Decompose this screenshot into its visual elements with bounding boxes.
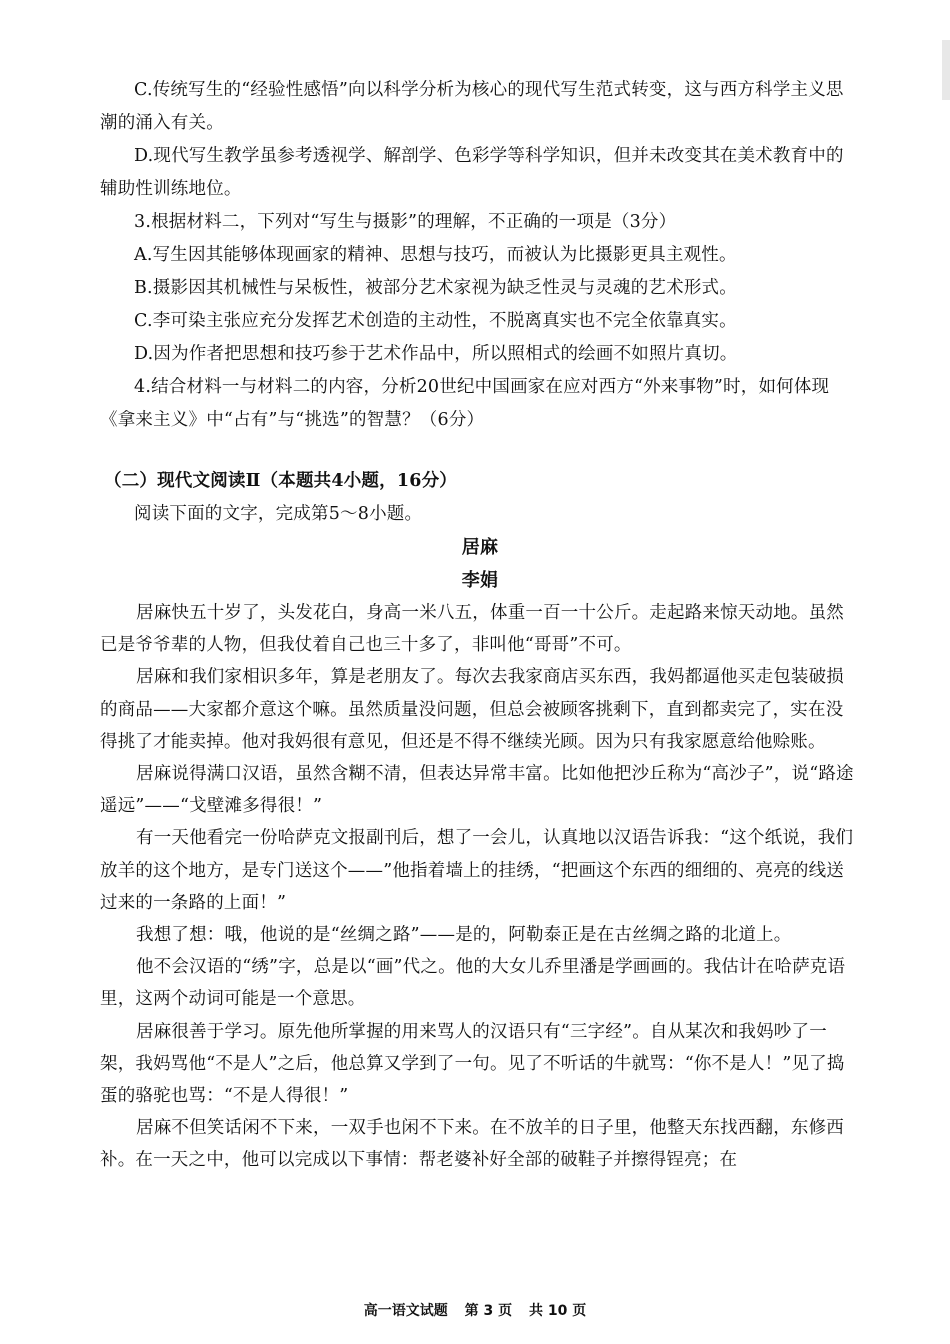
- question-3-option-b: B.摄影因其机械性与呆板性，被部分艺术家视为缺乏性灵与灵魂的艺术形式。: [134, 278, 737, 298]
- section-heading: （二）现代文阅读Ⅱ（本题共4小题，16分）: [104, 471, 457, 491]
- question-3-option-c: C.李可染主张应充分发挥艺术创造的主动性，不脱离真实也不完全依靠真实。: [134, 311, 737, 331]
- story-paragraph: 他不会汉语的“绣”字，总是以“画”代之。他的大女儿乔里潘是学画画的。我估计在哈萨克语里，这两个动词可能是一个意思。: [100, 957, 846, 1010]
- story-paragraph: 居麻和我们家相识多年，算是老朋友了。每次去我家商店买东西，我妈都逼他买走包装破损的商品——大家都介意这个嘛。虽然质量没问题，但总会被顾客挑剩下，直到都卖完了，实在没得挑了才能卖掉。他对我妈很有意见，但还是不得不继续光顾。因为只有我家愿意给他赊账。: [100, 667, 844, 752]
- option-c-prev: C.传统写生的“经验性感悟”向以科学分析为核心的现代写生范式转变，这与西方科学主义思潮的涌入有关。: [100, 80, 844, 133]
- page-footer: [0, 1300, 950, 1320]
- document-page: [100, 74, 860, 1177]
- footer-total-pages: 共 10 页: [529, 1303, 587, 1319]
- story-body: [100, 597, 860, 1177]
- story-paragraph: 有一天他看完一份哈萨克文报副刊后，想了一会儿，认真地以汉语告诉我：“这个纸说，我们放羊的这个地方，是专门送这个——”他指着墙上的挂绣，“把画这个东西的细细的、亮亮的线送过来的一条路的上面！”: [100, 828, 854, 913]
- question-3-option-a: A.写生因其能够体现画家的精神、思想与技巧，而被认为比摄影更具主观性。: [134, 245, 737, 265]
- story-paragraph: 居麻快五十岁了，头发花白，身高一米八五，体重一百一十公斤。走起路来惊天动地。虽然已是爷爷辈的人物，但我仗着自己也三十多了，非叫他“哥哥”不可。: [100, 603, 844, 656]
- story-paragraph: 我想了想：哦，他说的是“丝绸之路”——是的，阿勒泰正是在古丝绸之路的北道上。: [136, 925, 792, 946]
- story-author: 李娟: [461, 570, 499, 591]
- story-paragraph: 居麻不但笑话闲不下来，一双手也闲不下来。在不放羊的日子里，他整天东找西翻，东修西补。在一天之中，他可以完成以下事情：帮老婆补好全部的破鞋子并擦得锃亮；在: [100, 1118, 844, 1171]
- option-d-prev: D.现代写生教学虽参考透视学、解剖学、色彩学等科学知识，但并未改变其在美术教育中的辅助性训练地位。: [100, 146, 844, 199]
- footer-page-number: 第 3 页: [464, 1303, 513, 1319]
- question-3-option-d: D.因为作者把思想和技巧参于艺术作品中，所以照相式的绘画不如照片真切。: [134, 344, 738, 364]
- question-3-stem: 3.根据材料二，下列对“写生与摄影”的理解，不正确的一项是（3分）: [134, 212, 677, 232]
- story-paragraph: 居麻很善于学习。原先他所掌握的用来骂人的汉语只有“三字经”。自从某次和我妈吵了一架，我妈骂他“不是人”之后，他总算又学到了一句。见了不听话的牛就骂：“你不是人！”见了捣蛋的骆驼也骂：“不是人得很！”: [100, 1021, 845, 1107]
- section-intro: 阅读下面的文字，完成第5～8小题。: [134, 504, 423, 524]
- story-title: 居麻: [461, 537, 499, 558]
- story-paragraph: 居麻说得满口汉语，虽然含糊不清，但表达异常丰富。比如他把沙丘称为“高沙子”，说“路途遥远”——“戈壁滩多得很！”: [100, 764, 854, 817]
- edge-mark: [942, 40, 950, 100]
- footer-subject: 高一语文试题: [363, 1303, 448, 1319]
- question-4: 4.结合材料一与材料二的内容，分析20世纪中国画家在应对西方“外来事物”时，如何体现《拿来主义》中“占有”与“挑选”的智慧？（6分）: [100, 377, 830, 430]
